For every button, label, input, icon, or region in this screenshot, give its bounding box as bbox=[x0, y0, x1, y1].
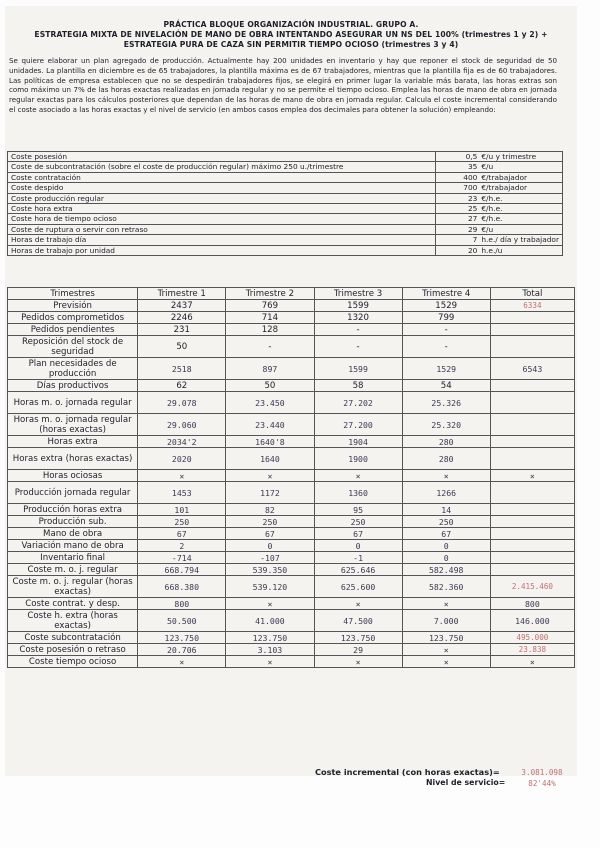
table-cell: × bbox=[314, 598, 402, 610]
table-row bbox=[8, 380, 575, 392]
row-label: Coste h. extra (horas exactas) bbox=[8, 610, 138, 632]
table-cell bbox=[490, 392, 574, 414]
parameter-row bbox=[8, 172, 563, 182]
table-cell: 1900 bbox=[314, 448, 402, 470]
table-cell: 1453 bbox=[138, 482, 226, 504]
table-cell: 1599 bbox=[314, 300, 402, 312]
table-row bbox=[8, 392, 575, 414]
table-cell: 2.415.460 bbox=[490, 576, 574, 598]
row-label: Coste posesión o retraso bbox=[8, 644, 138, 656]
table-cell: 82 bbox=[226, 504, 314, 516]
table-cell: × bbox=[314, 470, 402, 482]
table-cell: 14 bbox=[402, 504, 490, 516]
table-cell: 1904 bbox=[314, 436, 402, 448]
table-cell: 29.078 bbox=[138, 392, 226, 414]
aggregate-plan-table bbox=[7, 287, 575, 668]
parameter-unit: €/u bbox=[481, 162, 494, 172]
row-label: Plan necesidades de producción bbox=[8, 358, 138, 380]
parameter-number: 29 bbox=[467, 224, 478, 234]
table-cell: 250 bbox=[402, 516, 490, 528]
table-cell: 7.000 bbox=[402, 610, 490, 632]
row-label: Coste m. o. j. regular (horas exactas) bbox=[8, 576, 138, 598]
table-cell: × bbox=[402, 470, 490, 482]
parameter-row bbox=[8, 183, 563, 193]
table-cell: 41.000 bbox=[226, 610, 314, 632]
table-cell: 25.320 bbox=[402, 414, 490, 436]
parameter-unit: €/h.e. bbox=[481, 204, 503, 214]
table-row bbox=[8, 414, 575, 436]
parameters-table bbox=[7, 151, 563, 256]
table-cell: 23.838 bbox=[490, 644, 574, 656]
service-level-value: 82'44% bbox=[528, 779, 556, 788]
parameter-value bbox=[436, 193, 563, 203]
table-cell: 20.706 bbox=[138, 644, 226, 656]
parameter-label: Coste hora de tiempo ocioso bbox=[8, 214, 436, 224]
parameter-value bbox=[436, 183, 563, 193]
table-cell: 1320 bbox=[314, 312, 402, 324]
table-cell: 668.380 bbox=[138, 576, 226, 598]
table-cell: 95 bbox=[314, 504, 402, 516]
table-row bbox=[8, 336, 575, 358]
table-cell: 2437 bbox=[138, 300, 226, 312]
table-row bbox=[8, 632, 575, 644]
parameter-value bbox=[436, 152, 563, 162]
table-cell: 2034'2 bbox=[138, 436, 226, 448]
row-label: Horas m. o. jornada regular bbox=[8, 392, 138, 414]
table-cell: 714 bbox=[226, 312, 314, 324]
table-row bbox=[8, 552, 575, 564]
table-cell: 128 bbox=[226, 324, 314, 336]
table-row bbox=[8, 576, 575, 598]
table-cell bbox=[490, 564, 574, 576]
parameter-number: 23 bbox=[467, 193, 478, 203]
incremental-cost-label: Coste incremental (con horas exactas)= bbox=[315, 767, 500, 777]
row-label: Producción horas extra bbox=[8, 504, 138, 516]
table-row bbox=[8, 504, 575, 516]
table-cell: × bbox=[402, 644, 490, 656]
table-cell: × bbox=[490, 470, 574, 482]
parameter-unit: €/u y trimestre bbox=[481, 152, 537, 161]
table-cell: 0 bbox=[402, 552, 490, 564]
table-cell: 1360 bbox=[314, 482, 402, 504]
table-cell: × bbox=[314, 656, 402, 668]
table-row bbox=[8, 516, 575, 528]
table-row bbox=[8, 448, 575, 470]
table-cell bbox=[490, 312, 574, 324]
table-cell: 582.498 bbox=[402, 564, 490, 576]
table-cell: - bbox=[314, 336, 402, 358]
table-cell: -107 bbox=[226, 552, 314, 564]
table-cell bbox=[490, 448, 574, 470]
parameter-row bbox=[8, 204, 563, 214]
table-cell bbox=[490, 504, 574, 516]
parameter-row bbox=[8, 193, 563, 203]
table-cell bbox=[490, 552, 574, 564]
column-header: Trimestre 4 bbox=[402, 288, 490, 300]
parameter-unit: h.e./ día y trabajador bbox=[481, 235, 559, 245]
row-label: Horas extra bbox=[8, 436, 138, 448]
row-label: Producción sub. bbox=[8, 516, 138, 528]
parameter-row bbox=[8, 162, 563, 172]
table-cell: 58 bbox=[314, 380, 402, 392]
parameter-value bbox=[436, 224, 563, 234]
table-cell: 50 bbox=[138, 336, 226, 358]
table-cell: 0 bbox=[314, 540, 402, 552]
table-cell: 1266 bbox=[402, 482, 490, 504]
table-cell: 0 bbox=[226, 540, 314, 552]
parameter-label: Coste producción regular bbox=[8, 193, 436, 203]
parameter-unit: €/u bbox=[481, 224, 494, 234]
table-cell: 23.450 bbox=[226, 392, 314, 414]
table-cell: 101 bbox=[138, 504, 226, 516]
parameter-label: Horas de trabajo día bbox=[8, 235, 436, 245]
parameter-row bbox=[8, 214, 563, 224]
table-cell: 54 bbox=[402, 380, 490, 392]
parameter-label: Coste despido bbox=[8, 183, 436, 193]
table-cell: 67 bbox=[402, 528, 490, 540]
table-cell: × bbox=[138, 656, 226, 668]
parameter-number: 0,5 bbox=[465, 152, 478, 161]
table-cell: 67 bbox=[314, 528, 402, 540]
service-level-label: Nivel de servicio= bbox=[426, 778, 506, 787]
table-cell: - bbox=[402, 336, 490, 358]
parameter-label: Horas de trabajo por unidad bbox=[8, 245, 436, 255]
table-cell bbox=[490, 414, 574, 436]
table-cell: 2518 bbox=[138, 358, 226, 380]
table-cell: 250 bbox=[314, 516, 402, 528]
table-cell bbox=[490, 436, 574, 448]
parameter-number: 20 bbox=[467, 245, 478, 255]
parameter-value bbox=[436, 204, 563, 214]
table-row bbox=[8, 470, 575, 482]
parameter-value bbox=[436, 162, 563, 172]
table-cell: × bbox=[226, 598, 314, 610]
table-cell: × bbox=[226, 656, 314, 668]
table-cell: 668.794 bbox=[138, 564, 226, 576]
table-cell: 3.103 bbox=[226, 644, 314, 656]
row-label: Pedidos pendientes bbox=[8, 324, 138, 336]
table-cell: 1529 bbox=[402, 358, 490, 380]
table-cell: 47.500 bbox=[314, 610, 402, 632]
table-row bbox=[8, 540, 575, 552]
row-label: Horas ociosas bbox=[8, 470, 138, 482]
parameter-unit: €/trabajador bbox=[481, 172, 528, 182]
column-header: Trimestre 3 bbox=[314, 288, 402, 300]
table-row bbox=[8, 300, 575, 312]
table-cell: 6334 bbox=[490, 300, 574, 312]
table-row bbox=[8, 312, 575, 324]
column-header: Trimestre 2 bbox=[226, 288, 314, 300]
table-cell: 67 bbox=[138, 528, 226, 540]
table-cell: 625.646 bbox=[314, 564, 402, 576]
parameter-value bbox=[436, 172, 563, 182]
problem-statement: Se quiere elaborar un plan agregado de producción. Actualmente hay 200 unidades en inventario y hay que reponer el stock de seguridad de 50 unidades. La plantilla en diciembre es de 65 trabajadores, la plantilla máxima es de 67 trabajadores, mientras que la plantilla fija es de 60 trabajadores. Las políticas de empresa establecen que no se despedirán trabajadores fijos, se elegirá en primer lugar la variable más barata, las horas extras son como máximo un 7% de las horas exactas realizadas en jornada regular y no se permite el tiempo ocioso. Emplea las horas de mano de obra en jornada regular exactas para los cálculos posteriores que dependan de las horas de mano de obra en jornada regular. Calcula el coste incremental considerando el coste asociado a las horas exactas y el nivel de servicio (en ambos casos emplea dos decimales para obtener la solución) empleando: bbox=[9, 56, 557, 114]
table-cell: 2 bbox=[138, 540, 226, 552]
table-cell: 625.600 bbox=[314, 576, 402, 598]
title-line-2: ESTRATEGIA MIXTA DE NIVELACIÓN DE MANO DE OBRA INTENTANDO ASEGURAR UN NS DEL 100% (trimestres 1 y 2) + bbox=[34, 30, 548, 39]
table-cell bbox=[490, 336, 574, 358]
parameter-number: 7 bbox=[472, 235, 478, 245]
table-cell: 800 bbox=[490, 598, 574, 610]
column-header-label: Trimestres bbox=[8, 288, 138, 300]
table-cell: ✕ bbox=[226, 470, 314, 482]
table-cell: 539.350 bbox=[226, 564, 314, 576]
parameter-label: Coste posesión bbox=[8, 152, 436, 162]
table-cell: 539.120 bbox=[226, 576, 314, 598]
row-label: Coste m. o. j. regular bbox=[8, 564, 138, 576]
parameter-value bbox=[436, 235, 563, 245]
table-cell bbox=[490, 482, 574, 504]
table-cell: 27.200 bbox=[314, 414, 402, 436]
table-cell: 29.060 bbox=[138, 414, 226, 436]
incremental-cost-value: 3.081.098 bbox=[521, 768, 563, 777]
table-cell: 123.750 bbox=[402, 632, 490, 644]
table-cell: 29 bbox=[314, 644, 402, 656]
table-cell: ✕ bbox=[138, 470, 226, 482]
table-row bbox=[8, 598, 575, 610]
parameter-value bbox=[436, 214, 563, 224]
parameter-label: Coste de ruptura o servir con retraso bbox=[8, 224, 436, 234]
table-cell: 799 bbox=[402, 312, 490, 324]
parameter-number: 700 bbox=[463, 183, 478, 193]
table-cell: 1640'8 bbox=[226, 436, 314, 448]
table-cell: 800 bbox=[138, 598, 226, 610]
table-cell: × bbox=[402, 598, 490, 610]
row-label: Inventario final bbox=[8, 552, 138, 564]
table-cell: 769 bbox=[226, 300, 314, 312]
table-cell: 146.000 bbox=[490, 610, 574, 632]
table-cell: 495.000 bbox=[490, 632, 574, 644]
table-cell: 1640 bbox=[226, 448, 314, 470]
table-cell: 250 bbox=[138, 516, 226, 528]
table-cell: 1599 bbox=[314, 358, 402, 380]
parameter-number: 27 bbox=[467, 214, 478, 224]
table-row bbox=[8, 436, 575, 448]
table-cell: -714 bbox=[138, 552, 226, 564]
table-row bbox=[8, 564, 575, 576]
table-cell: 123.750 bbox=[226, 632, 314, 644]
table-row bbox=[8, 482, 575, 504]
table-cell: 123.750 bbox=[138, 632, 226, 644]
table-cell: 1172 bbox=[226, 482, 314, 504]
table-cell: - bbox=[402, 324, 490, 336]
row-label: Horas m. o. jornada regular (horas exactas) bbox=[8, 414, 138, 436]
table-cell: 280 bbox=[402, 436, 490, 448]
table-row bbox=[8, 644, 575, 656]
parameter-label: Coste de subcontratación (sobre el coste de producción regular) máximo 250 u./trimestre bbox=[8, 162, 436, 172]
table-row bbox=[8, 656, 575, 668]
table-row bbox=[8, 324, 575, 336]
table-cell: 50 bbox=[226, 380, 314, 392]
row-label: Producción jornada regular bbox=[8, 482, 138, 504]
column-header: Total bbox=[490, 288, 574, 300]
table-cell bbox=[490, 528, 574, 540]
title-line-3: ESTRATEGIA PURA DE CAZA SIN PERMITIR TIEMPO OCIOSO (trimestres 3 y 4) bbox=[123, 40, 459, 49]
table-cell: 67 bbox=[226, 528, 314, 540]
table-cell: 23.440 bbox=[226, 414, 314, 436]
table-cell: 1529 bbox=[402, 300, 490, 312]
title-line-1: PRÁCTICA BLOQUE ORGANIZACIÓN INDUSTRIAL. GRUPO A. bbox=[163, 20, 419, 29]
table-cell: 27.202 bbox=[314, 392, 402, 414]
parameter-unit: €/h.e. bbox=[481, 193, 503, 203]
table-cell bbox=[490, 380, 574, 392]
table-cell: 582.360 bbox=[402, 576, 490, 598]
table-cell: × bbox=[402, 656, 490, 668]
table-cell bbox=[490, 540, 574, 552]
table-cell: 2246 bbox=[138, 312, 226, 324]
row-label: Coste tiempo ocioso bbox=[8, 656, 138, 668]
row-label: Horas extra (horas exactas) bbox=[8, 448, 138, 470]
table-cell: - bbox=[314, 324, 402, 336]
parameter-row bbox=[8, 152, 563, 162]
parameter-number: 25 bbox=[467, 204, 478, 214]
row-label: Variación mano de obra bbox=[8, 540, 138, 552]
parameter-number: 35 bbox=[467, 162, 478, 172]
table-cell: -1 bbox=[314, 552, 402, 564]
row-label: Previsión bbox=[8, 300, 138, 312]
table-cell bbox=[490, 324, 574, 336]
table-cell: 250 bbox=[226, 516, 314, 528]
worksheet-page bbox=[5, 6, 577, 788]
parameter-row bbox=[8, 235, 563, 245]
table-cell: 231 bbox=[138, 324, 226, 336]
table-cell: 25.326 bbox=[402, 392, 490, 414]
table-cell: 62 bbox=[138, 380, 226, 392]
row-label: Reposición del stock de seguridad bbox=[8, 336, 138, 358]
parameter-unit: €/trabajador bbox=[481, 183, 528, 193]
parameter-unit: €/h.e. bbox=[481, 214, 503, 224]
row-label: Coste subcontratación bbox=[8, 632, 138, 644]
row-label: Coste contrat. y desp. bbox=[8, 598, 138, 610]
table-cell: 897 bbox=[226, 358, 314, 380]
table-cell: 280 bbox=[402, 448, 490, 470]
table-row bbox=[8, 610, 575, 632]
table-cell: 0 bbox=[402, 540, 490, 552]
table-cell: 50.500 bbox=[138, 610, 226, 632]
table-cell: 2020 bbox=[138, 448, 226, 470]
table-cell bbox=[490, 516, 574, 528]
parameter-label: Coste contratación bbox=[8, 172, 436, 182]
table-cell: × bbox=[490, 656, 574, 668]
row-label: Días productivos bbox=[8, 380, 138, 392]
column-header: Trimestre 1 bbox=[138, 288, 226, 300]
table-row bbox=[8, 528, 575, 540]
parameter-row bbox=[8, 245, 563, 255]
parameter-label: Coste hora extra bbox=[8, 204, 436, 214]
row-label: Mano de obra bbox=[8, 528, 138, 540]
table-cell: 123.750 bbox=[314, 632, 402, 644]
parameter-unit: h.e./u bbox=[481, 245, 503, 255]
parameter-value bbox=[436, 245, 563, 255]
table-cell: 6543 bbox=[490, 358, 574, 380]
parameter-number: 400 bbox=[463, 172, 478, 182]
row-label: Pedidos comprometidos bbox=[8, 312, 138, 324]
table-cell: - bbox=[226, 336, 314, 358]
table-row bbox=[8, 358, 575, 380]
parameter-row bbox=[8, 224, 563, 234]
